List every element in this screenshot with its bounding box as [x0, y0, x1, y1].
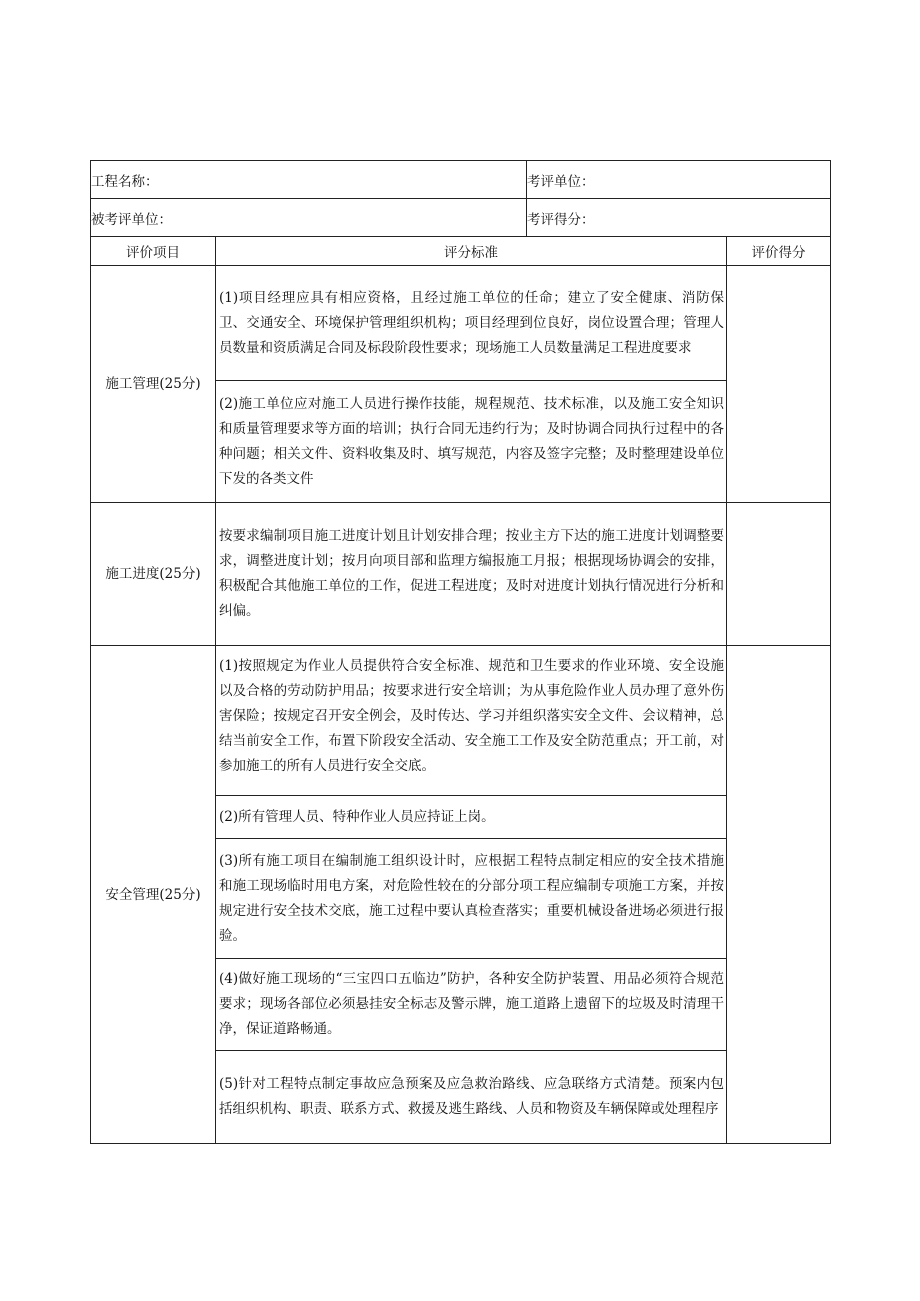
- score-cell[interactable]: [727, 646, 831, 1144]
- score-cell[interactable]: [727, 266, 831, 503]
- column-header-item: 评价项目: [91, 237, 216, 266]
- criterion: (3)所有施工项目在编制施工组织设计时，应根据工程特点制定相应的安全技术措施和施工现场临时用电方案，对危险性较在的分部分项工程应编制专项施工方案，并按规定进行安全技术交底，施工过程中要认真检查落实；重要机械设备进场必须进行报验。: [216, 839, 727, 959]
- table-row: [91, 646, 831, 796]
- criterion: (2)所有管理人员、特种作业人员应持证上岗。: [216, 796, 727, 839]
- criterion: (1)项目经理应具有相应资格，且经过施工单位的任命；建立了安全健康、消防保卫、交通安全、环境保护管理组织机构；项目经理到位良好，岗位设置合理；管理人员数量和资质满足合同及标段阶段性要求；现场施工人员数量满足工程进度要求: [216, 266, 727, 381]
- column-header-score: 评价得分: [727, 237, 831, 266]
- criterion: (4)做好施工现场的“三宝四口五临边”防护，各种安全防护装置、用品必须符合规范要求；现场各部位必须悬挂安全标志及警示牌，施工道路上遗留下的垃圾及时清理干净，保证道路畅通。: [216, 959, 727, 1051]
- criterion: 按要求编制项目施工进度计划且计划安排合理；按业主方下达的施工进度计划调整要求，调整进度计划；按月向项目部和监理方编报施工月报；根据现场协调会的安排，积极配合其他施工单位的工作，促进工程进度；及时对进度计划执行情况进行分析和纠偏。: [216, 503, 727, 646]
- project-name-cell[interactable]: [91, 161, 527, 199]
- category-construction-management: 施工管理(25分): [91, 266, 216, 503]
- header-row-1: [91, 161, 831, 199]
- assessor-unit-cell[interactable]: [527, 161, 831, 199]
- criterion: (1)按照规定为作业人员提供符合安全标准、规范和卫生要求的作业环境、安全设施以及合格的劳动防护用品；按要求进行安全培训；为从事危险作业人员办理了意外伤害保险；按规定召开安全例会，及时传达、学习并组织落实安全文件、会议精神，总结当前安全工作，布置下阶段安全活动、安全施工工作及安全防范重点；开工前，对参加施工的所有人员进行安全交底。: [216, 646, 727, 796]
- assessor-unit-label: 考评单位：: [527, 173, 595, 190]
- criterion: (5)针对工程特点制定事故应急预案及应急救治路线、应急联络方式清楚。预案内包括组织机构、职责、联系方式、救援及逃生路线、人员和物资及车辆保障或处理程序: [216, 1051, 727, 1144]
- criterion: (2)施工单位应对施工人员进行操作技能，规程规范、技术标准，以及施工安全知识和质量管理要求等方面的培训；执行合同无违约行为；及时协调合同执行过程中的各种问题；相关文件、资料收集及时、填写规范，内容及签字完整；及时整理建设单位下发的各类文件: [216, 381, 727, 503]
- header-row-2: [91, 199, 831, 237]
- project-name-label: 工程名称：: [91, 173, 159, 190]
- total-score-cell[interactable]: [527, 199, 831, 237]
- category-safety-management: 安全管理(25分): [91, 646, 216, 1144]
- assessed-unit-cell[interactable]: [91, 199, 527, 237]
- column-header-standard: 评分标准: [216, 237, 727, 266]
- evaluation-table: [90, 160, 831, 1144]
- column-header-row: [91, 237, 831, 266]
- total-score-label: 考评得分：: [527, 211, 595, 228]
- table-row: [91, 503, 831, 646]
- score-cell[interactable]: [727, 503, 831, 646]
- assessed-unit-label: 被考评单位：: [91, 211, 172, 228]
- table-row: [91, 266, 831, 381]
- category-construction-progress: 施工进度(25分): [91, 503, 216, 646]
